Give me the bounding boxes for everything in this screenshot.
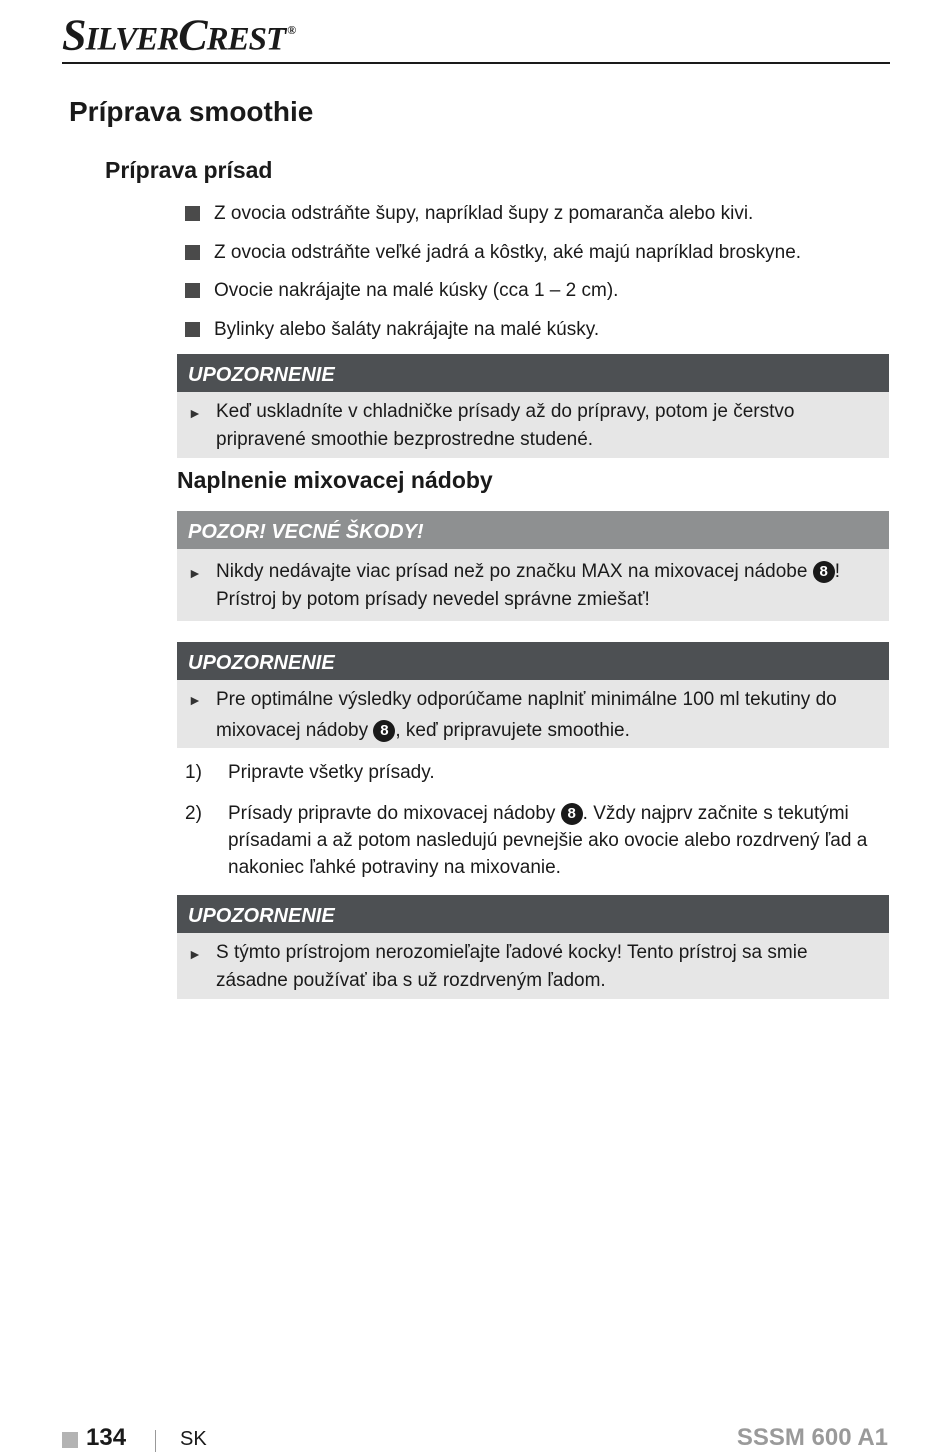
arrow-right-icon: ► [188, 565, 202, 581]
step-text-a: Prísady pripravte do mixovacej nádoby [228, 803, 561, 824]
step-number: 2) [185, 803, 202, 824]
note-text: S týmto prístrojom nerozomieľajte ľadové kocky! Tento prístroj sa smie zásadne používať iba s už rozdrveným ľadom. [216, 942, 808, 991]
note-heading: UPOZORNENIE [177, 354, 889, 392]
note-heading: UPOZORNENIE [177, 895, 889, 933]
list-item-text: Z ovocia odstráňte veľké jadrá a kôstky, aké majú napríklad broskyne. [214, 241, 802, 263]
footer-divider [155, 1430, 156, 1452]
list-item [185, 200, 801, 239]
step-text-b: . Vždy najprv začnite s tekutými prísadami a až potom nasledujú pevnejšie ako ovocie alebo rozdrvený ľad a nakoniec ľahké potraviny na mixovanie. [228, 803, 868, 878]
note-body [177, 680, 889, 748]
square-bullet-icon [185, 245, 200, 260]
language-code: SK [180, 1428, 207, 1450]
list-item-text: Z ovocia odstráňte šupy, napríklad šupy z pomaranča alebo kivi. [214, 203, 754, 224]
list-item [185, 277, 801, 316]
list-item [185, 239, 801, 278]
part-number-badge: 8 [373, 720, 395, 742]
logo-letters: REST [206, 21, 286, 58]
note-body [177, 933, 889, 999]
caution-heading: POZOR! VECNÉ ŠKODY! [177, 511, 889, 549]
caution-text-a: Nikdy nedávajte viac prísad než po značku MAX na mixovacej nádobe [216, 561, 813, 582]
arrow-right-icon: ► [188, 692, 202, 708]
page-title: Príprava smoothie [69, 96, 314, 127]
note-text [216, 684, 879, 742]
note-box-liquid [177, 642, 889, 748]
square-bullet-icon [185, 283, 200, 298]
step-item [185, 800, 890, 881]
arrow-right-icon: ► [188, 405, 202, 421]
step-text [228, 800, 890, 881]
caution-text-b: ! Prístroj by potom prísady nevedel správne zmiešať! [216, 561, 840, 610]
arrow-right-icon: ► [188, 946, 202, 962]
list-item-text: Ovocie nakrájajte na malé kúsky (cca 1 – 2 cm). [214, 280, 619, 301]
step-text [228, 759, 435, 786]
part-number-badge: 8 [813, 561, 835, 583]
footer-square-icon [62, 1432, 78, 1448]
step-item [185, 759, 890, 786]
model-number: SSSM 600 A1 [736, 1424, 888, 1451]
section-heading-ingredients: Príprava prísad [105, 157, 273, 183]
list-item [185, 316, 801, 355]
note-heading: UPOZORNENIE [177, 642, 889, 680]
caution-text [216, 558, 879, 615]
logo-letters: ILVER [85, 21, 179, 58]
page-number: 134 [86, 1424, 127, 1451]
note-box-ice [177, 895, 889, 999]
note-text: Keď uskladníte v chladničke prísady až do prípravy, potom je čerstvo pripravené smoothie bezprostredne studené. [216, 401, 795, 450]
square-bullet-icon [185, 206, 200, 221]
logo-letter: S [62, 10, 86, 60]
brand-logo [62, 8, 295, 62]
ingredient-prep-list [185, 200, 801, 354]
header-divider [62, 62, 890, 64]
caution-body [177, 549, 889, 621]
square-bullet-icon [185, 322, 200, 337]
steps-list [185, 759, 890, 895]
registered-mark: ® [287, 23, 296, 37]
note-text-b: , keď pripravujete smoothie. [395, 720, 630, 741]
caution-box-damage [177, 511, 889, 621]
step-number: 1) [185, 762, 202, 783]
note-box-storage [177, 354, 889, 458]
step-text-a: Pripravte všetky prísady. [228, 762, 435, 783]
part-number-badge: 8 [561, 803, 583, 825]
section-heading-filling: Naplnenie mixovacej nádoby [177, 467, 493, 493]
logo-letter: C [178, 10, 207, 60]
note-text-a: Pre optimálne výsledky odporúčame naplniť minimálne 100 ml tekutiny do mixovacej nádoby [216, 689, 837, 741]
note-body [177, 392, 889, 458]
list-item-text: Bylinky alebo šaláty nakrájajte na malé kúsky. [214, 318, 600, 340]
